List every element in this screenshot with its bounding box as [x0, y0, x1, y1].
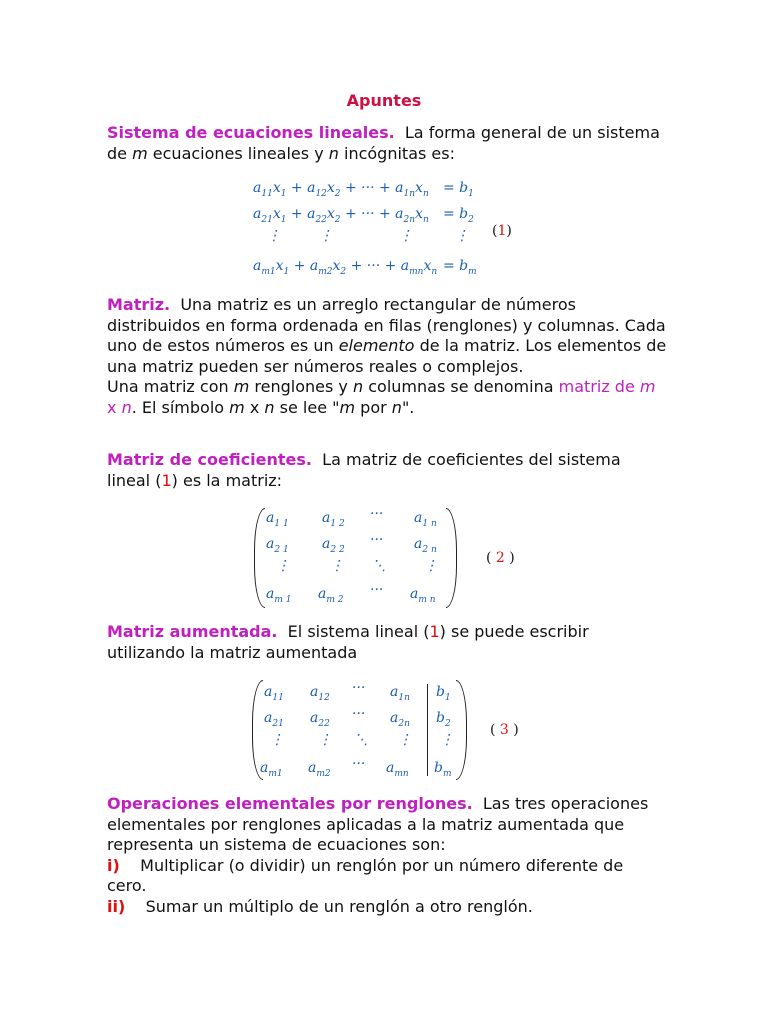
- right-parenthesis: [446, 508, 457, 608]
- section-row-operations: Operaciones elementales por renglones. Las tres operaciones elementales por renglones aplicadas a la matriz aumentada que representa un sistema de ecuaciones son: i) Multiplicar (o dividir) un renglón por un número diferente de cero. ii) Sumar un múltiplo de un renglón a otro renglón.: [107, 794, 649, 916]
- augmented-matrix: $a_{11}$ $a_{12}$ ··· $a_{1n}$ $b_1$ $a_{21}$ $a_{22}$ ··· $a_{2n}$ $b_2$ ⋮ ⋮ ⋱ ⋮ ⋮ $a_{m1}$ $a_{m2}$ ··· $a_{mn}$ $b_m$: [260, 680, 454, 779]
- section-linear-systems: Sistema de ecuaciones lineales. La forma general de un sistema de m ecuaciones lineales y n incógnitas es:: [107, 123, 660, 163]
- page-title: Apuntes: [346, 91, 422, 110]
- equation-number: (1): [492, 223, 512, 239]
- section-heading: Operaciones elementales por renglones.: [107, 794, 473, 813]
- list-marker: ii): [107, 896, 126, 916]
- section-matrix: Matriz. Una matriz es un arreglo rectangular de números distribuidos en forma ordenada en filas (renglones) y columnas. Cada uno de estos números es un elemento de la matriz. Los elementos de una matriz pueden ser números reales o complejos. Una matriz con m renglones y n columnas se denomina matriz de m x n. El símbolo m x n se lee "m por n".: [107, 295, 667, 417]
- section-coefficient-matrix: Matriz de coeficientes. La matriz de coeficientes del sistema lineal (1) es la matriz:: [107, 450, 621, 490]
- list-item: Sumar un múltiplo de un renglón a otro renglón.: [145, 896, 533, 916]
- list-item: Multiplicar (o dividir) un renglón por un número diferente de cero.: [107, 855, 624, 895]
- equation-number: ( 3 ): [490, 722, 519, 738]
- section-heading: Sistema de ecuaciones lineales.: [107, 123, 395, 142]
- left-parenthesis: [254, 508, 265, 608]
- section-heading: Matriz de coeficientes.: [107, 450, 312, 469]
- equation-number: ( 2 ): [486, 550, 515, 566]
- section-augmented-matrix: Matriz aumentada. El sistema lineal (1) se puede escribir utilizando la matriz aumentada: [107, 622, 589, 662]
- section-heading: Matriz aumentada.: [107, 622, 278, 641]
- section-heading: Matriz.: [107, 295, 171, 314]
- equation-system: $a_{11}x_1 + a_{12}x_2$ + ··· + $a_{1n}x_n$ = $b_1$ $a_{21}x_1 + a_{22}x_2$ + ··· + $a_{2n}x_n$ = $b_2$ ⋮ ⋮ ⋮ ⋮ $a_{m1}x_1 + a_{m2}x_2$ + ··· + $a_{mn}x_n$ = $b_m$: [253, 180, 477, 277]
- coefficient-matrix: $a_{1 1}$ $a_{1 2}$ ··· $a_{1 n}$ $a_{2 1}$ $a_{2 2}$ ··· $a_{2 n}$ ⋮ ⋮ ⋱ ⋮ $a_{m 1}$ $a_{m 2}$ ··· $a_{m n}$: [266, 506, 438, 605]
- list-marker: i): [107, 855, 120, 875]
